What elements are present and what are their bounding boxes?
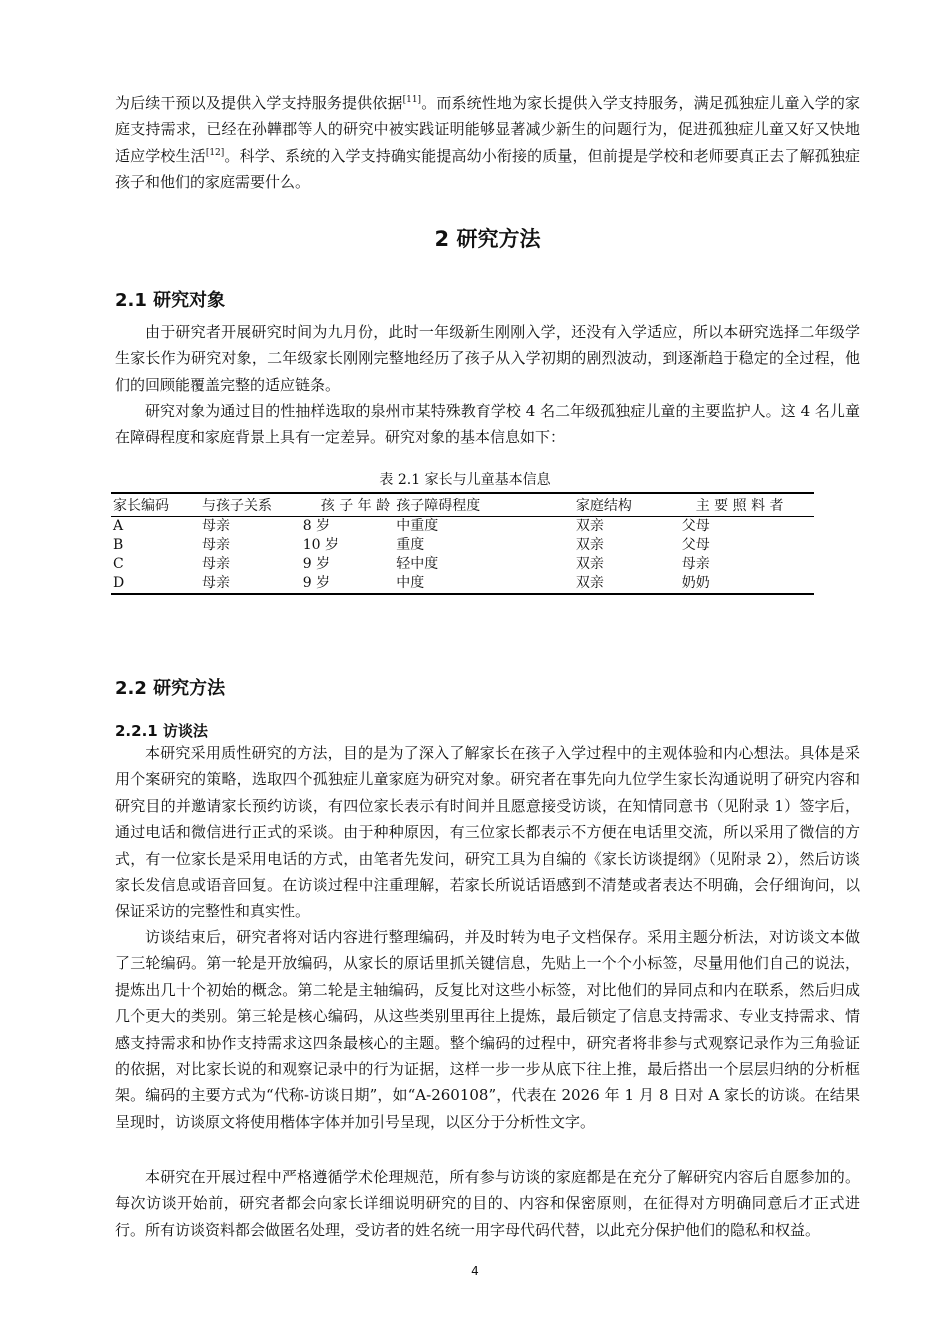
subsection-2-2-1-heading: 2.2.1 访谈法 bbox=[115, 722, 208, 740]
intro-text-a: 为后续干预以及提供入学支持服务提供依据 bbox=[115, 94, 403, 112]
table-row bbox=[111, 517, 814, 537]
table-row bbox=[111, 574, 814, 594]
intro-text-b: 。而系统性地为家长提供入学支持服务，满足孤独症儿童入学的家庭支持需求，已经在孙韡郡等人的研究中被实践证明能够显著减少新生的问题行为，促进孤独症儿童又好又快地适应学校生活 bbox=[115, 94, 860, 165]
cell-age: 10 岁 bbox=[302, 537, 340, 553]
intro-paragraph bbox=[115, 90, 860, 196]
cell-family: 双亲 bbox=[575, 518, 604, 534]
header-relation: 与孩子关系 bbox=[201, 498, 272, 514]
cell-disability: 轻中度 bbox=[396, 556, 439, 572]
citation-11[interactable]: [11] bbox=[402, 95, 422, 105]
section-2-1-paragraph-1: 由于研究者开展研究时间为九月份，此时一年级新生刚刚入学，还没有入学适应，所以本研究选择二年级学生家长作为研究对象，二年级家长刚刚完整地经历了孩子从入学初期的剧烈波动，到逐渐趋于稳定的全过程，他们的回顾能覆盖完整的适应链条。 bbox=[115, 323, 860, 394]
citation-12[interactable]: [12] bbox=[205, 147, 225, 158]
table-header-row bbox=[111, 493, 814, 517]
table-row bbox=[111, 536, 814, 555]
header-child-age: 孩 子 年 龄 bbox=[320, 498, 391, 514]
cell-relation: 母亲 bbox=[201, 575, 230, 591]
header-parent-code: 家长编码 bbox=[113, 498, 169, 514]
cell-caregiver: 奶奶 bbox=[681, 575, 710, 591]
cell-family: 双亲 bbox=[575, 575, 604, 591]
cell-relation: 母亲 bbox=[201, 518, 230, 534]
cell-age: 9 岁 bbox=[302, 575, 331, 591]
section-2-2-paragraph-2: 访谈结束后，研究者将对话内容进行整理编码，并及时转为电子文档保存。采用主题分析法，对访谈文本做了三轮编码。第一轮是开放编码，从家长的原话里抓关键信息，先贴上一个个小标签，尽量用他们自己的说法，提炼出几十个初始的概念。第二轮是主轴编码，反复比对这些小标签，对比他们的异同点和内在联系，然后归成几个更大的类别。第三轮是核心编码，从这些类别里再往上提炼，最后锁定了信息支持需求、专业支持需求、情感支持需求和协作支持需求这四条最核心的主题。整个编码的过程中，研究者将非参与式观察记录作为三角验证的依据，对比家长说的和观察记录中的行为证据，这样一步一步从底下往上推，最后搭出一个层层归纳的分析框架。编码的主要方式为“代称-访谈日期”，如“A-260108”，代表在 2026 年 1 月 8 日对 A 家长的访谈。在结果呈现时，访谈原文将使用楷体字体并加引号呈现，以区分于分析性文字。 bbox=[115, 928, 860, 1131]
cell-code: A bbox=[113, 518, 124, 534]
header-caregiver: 主 要 照 料 者 bbox=[695, 498, 784, 514]
section-2-2-paragraph-3: 本研究在开展过程中严格遵循学术伦理规范，所有参与访谈的家庭都是在充分了解研究内容后自愿参加的。每次访谈开始前，研究者都会向家长详细说明研究的目的、内容和保密原则，在征得对方明确同意后才正式进行。所有访谈资料都会做匿名处理，受访者的姓名统一用字母代码代替，以此充分保护他们的隐私和权益。 bbox=[115, 1168, 860, 1239]
cell-relation: 母亲 bbox=[201, 537, 230, 553]
cell-family: 双亲 bbox=[575, 556, 604, 572]
cell-disability: 重度 bbox=[396, 537, 425, 553]
header-disability-level: 孩子障碍程度 bbox=[396, 498, 481, 514]
intro-text-c: 。科学、系统的入学支持确实能提高幼小衔接的质量，但前提是学校和老师要真正去了解孤独症孩子和他们的家庭需要什么。 bbox=[115, 146, 860, 192]
chapter-title: 2 研究方法 bbox=[434, 227, 541, 251]
cell-code: C bbox=[113, 556, 124, 572]
subject-info-table bbox=[111, 492, 814, 595]
cell-caregiver: 父母 bbox=[681, 518, 710, 534]
cell-code: B bbox=[113, 537, 124, 553]
header-family-structure: 家庭结构 bbox=[575, 498, 632, 514]
section-2-1-paragraph-2: 研究对象为通过目的性抽样选取的泉州市某特殊教育学校 4 名二年级孤独症儿童的主要监护人。这 4 名儿童在障碍程度和家庭背景上具有一定差异。研究对象的基本信息如下： bbox=[115, 402, 860, 447]
cell-relation: 母亲 bbox=[201, 556, 230, 572]
cell-caregiver: 父母 bbox=[681, 537, 710, 553]
cell-caregiver: 母亲 bbox=[681, 556, 710, 572]
page-number: 4 bbox=[471, 1264, 479, 1278]
section-2-1-heading: 2.1 研究对象 bbox=[115, 290, 226, 311]
section-2-2-heading: 2.2 研究方法 bbox=[115, 678, 226, 699]
cell-code: D bbox=[113, 575, 125, 591]
cell-age: 9 岁 bbox=[302, 556, 331, 572]
cell-family: 双亲 bbox=[575, 537, 604, 553]
table-caption: 表 2.1 家长与儿童基本信息 bbox=[379, 472, 551, 488]
section-2-2-paragraph-1: 本研究采用质性研究的方法，目的是为了深入了解家长在孩子入学过程中的主观体验和内心想法。具体是采用个案研究的策略，选取四个孤独症儿童家庭为研究对象。研究者在事先向九位学生家长沟通说明了研究内容和研究目的并邀请家长预约访谈，有四位家长表示有时间并且愿意接受访谈，在知情同意书（见附录 1）签字后，通过电话和微信进行正式的采谈。由于种种原因，有三位家长都表示不方便在电话里交流，所以采用了微信的方式，有一位家长是采用电话的方式，由笔者先发问，研究工具为自编的《家长访谈提纲》（见附录 2），然后访谈家长发信息或语音回复。在访谈过程中注重理解，若家长所说话语感到不清楚或者表达不明确，会仔细询问，以保证采访的完整性和真实性。 bbox=[115, 744, 860, 921]
cell-age: 8 岁 bbox=[302, 518, 331, 534]
table-row bbox=[111, 555, 814, 574]
cell-disability: 中重度 bbox=[396, 518, 439, 534]
cell-disability: 中度 bbox=[396, 575, 425, 591]
